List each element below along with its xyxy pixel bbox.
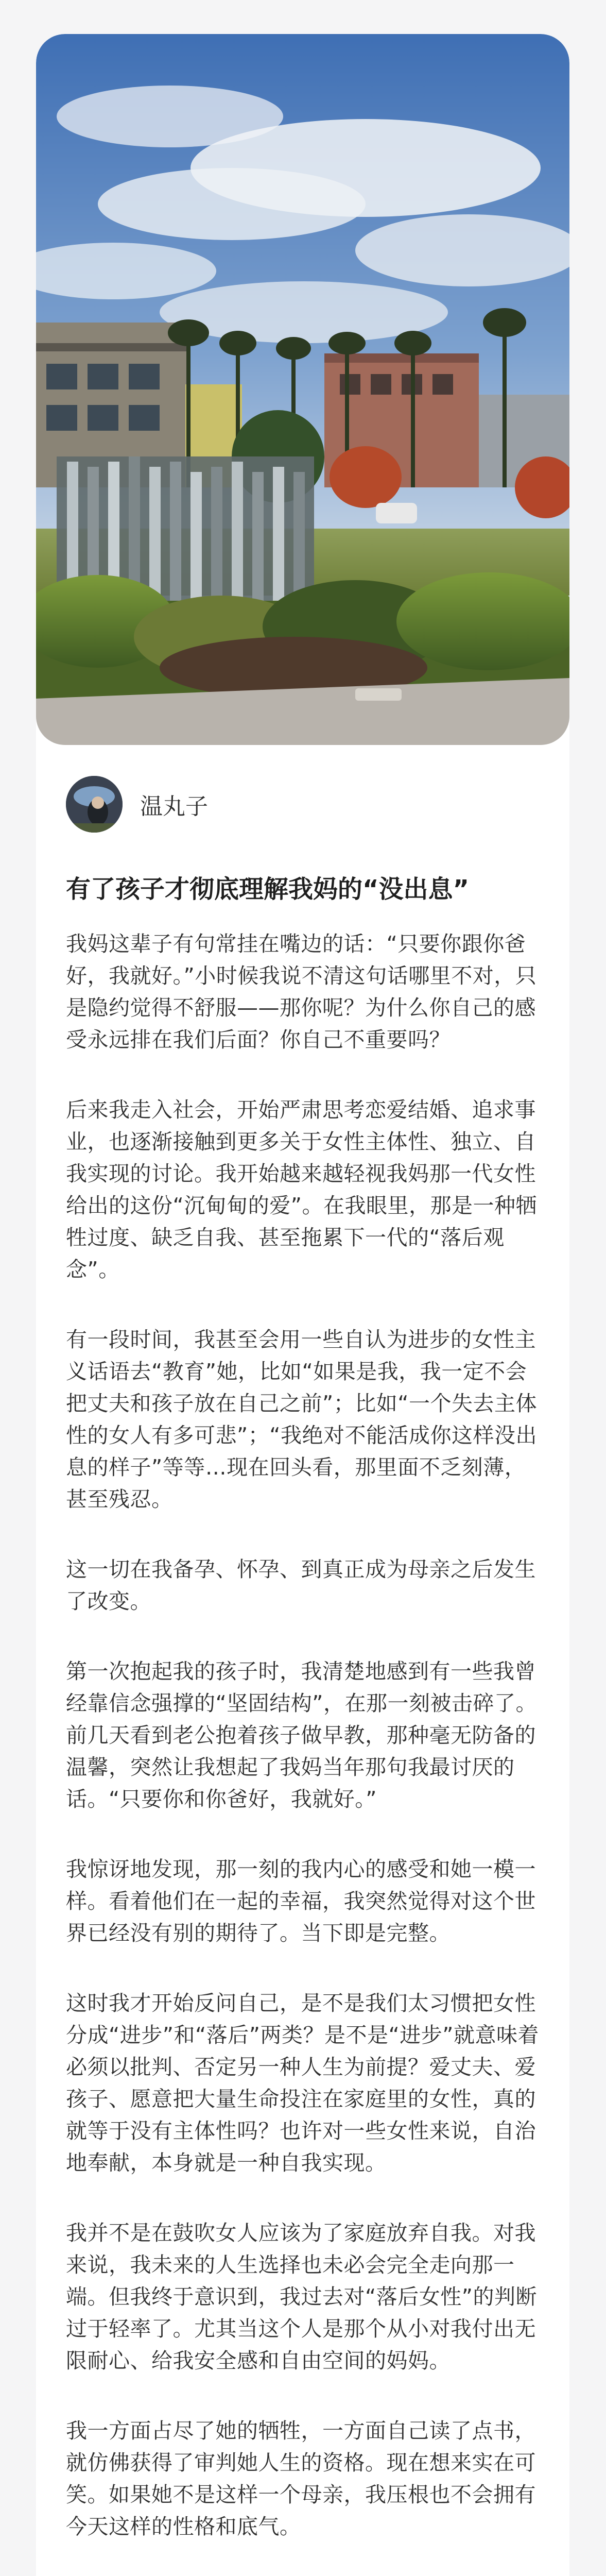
post-paragraph: 这时我才开始反问自己，是不是我们太习惯把女性分成“进步”和“落后”两类？是不是“进步”就意味着必须以批判、否定另一种人生为前提？爱丈夫、爱孩子、愿意把大量生命投注在家庭里的女性，真的就等于没有主体性吗？也许对一些女性来说，自治地奉献，本身就是一种自我实现。 [66,1991,539,2175]
post-card [36,34,569,2576]
author-name[interactable]: 温丸子 [140,793,208,820]
post-body [66,928,540,2576]
avatar[interactable] [66,776,123,833]
post-paragraph: 我并不是在鼓吹女人应该为了家庭放弃自我。对我来说，我未来的人生选择也未必会完全走向那一端。但我终于意识到，我过去对“落后女性”的判断过于轻率了。尤其当这个人是那个从小对我付出无限耐心、给我安全感和自由空间的妈妈。 [66,2221,537,2373]
post-paragraph: 后来我走入社会，开始严肃思考恋爱结婚、追求事业，也逐渐接触到更多关于女性主体性、独立、自我实现的讨论。我开始越来越轻视我妈那一代女性给出的这份“沉甸甸的爱”。在我眼里，那是一种牺牲过度、缺乏自我、甚至拖累下一代的“落后观念”。 [66,1097,537,1282]
post-paragraph: 我惊讶地发现，那一刻的我内心的感受和她一模一样。看着他们在一起的幸福，我突然觉得对这个世界已经没有别的期待了。当下即是完整。 [66,1857,536,1945]
park-photo-image [36,34,569,745]
author-row[interactable] [66,776,208,833]
avatar-image [66,776,123,833]
post-photo[interactable] [36,34,569,745]
post-paragraph: 我一方面占尽了她的牺牲，一方面自己读了点书，就仿佛获得了审判她人生的资格。现在想来实在可笑。如果她不是这样一个母亲，我压根也不会拥有今天这样的性格和底气。 [66,2418,536,2539]
post-paragraph: 第一次抱起我的孩子时，我清楚地感到有一些我曾经靠信念强撑的“坚固结构”，在那一刻被击碎了。前几天看到老公抱着孩子做早教，那种毫无防备的温馨，突然让我想起了我妈当年那句我最讨厌的话。“只要你和你爸好，我就好。” [66,1659,537,1811]
post-title: 有了孩子才彻底理解我妈的“没出息” [66,875,470,904]
post-paragraph: 我妈这辈子有句常挂在嘴边的话：“只要你跟你爸好，我就好。”小时候我说不清这句话哪里不对，只是隐约觉得不舒服——那你呢？为什么你自己的感受永远排在我们后面？你自己不重要吗？ [66,931,537,1052]
post-paragraph: 有一段时间，我甚至会用一些自认为进步的女性主义话语去“教育”她，比如“如果是我，我一定不会把丈夫和孩子放在自己之前”；比如“一个失去主体性的女人有多可悲”；“我绝对不能活成你这样没出息的样子”等等…现在回头看，那里面不乏刻薄，甚至残忍。 [66,1327,537,1512]
post-paragraph: 这一切在我备孕、怀孕、到真正成为母亲之后发生了改变。 [66,1557,536,1614]
